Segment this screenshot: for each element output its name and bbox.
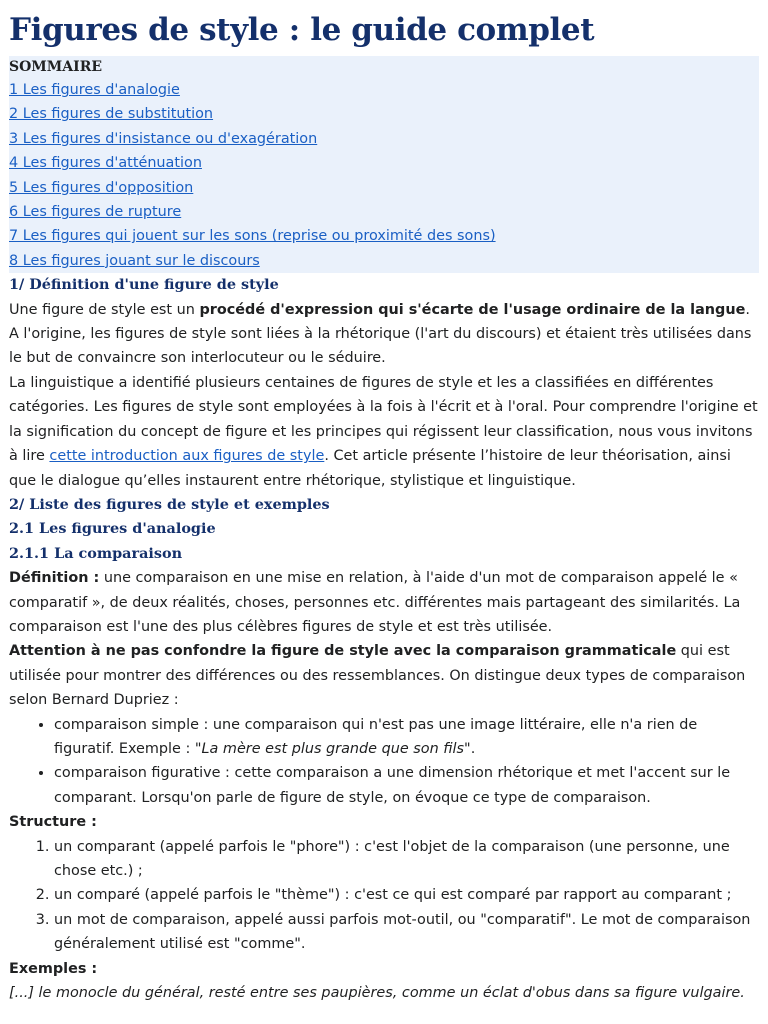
text: comparaison figurative : cette comparaison a une dimension rhétorique et met l'accent sur le comparant. Lorsqu'on parle de figure de style, on évoque ce type de comparaison. xyxy=(54,765,731,806)
page-title: Figures de style : le guide complet xyxy=(9,12,595,48)
definition-label: Définition : xyxy=(9,570,100,587)
example-quote xyxy=(9,981,759,1005)
toc-item xyxy=(9,78,759,102)
toc-heading: SOMMAIRE xyxy=(9,59,103,75)
toc-item xyxy=(9,102,759,126)
toc-link-attenuation[interactable]: 4 Les figures d'atténuation xyxy=(9,155,202,172)
text: . Cet article présente l’histoire de leur théorisation, ainsi que le dialogue qu’elles instaurent entre rhétorique, stylistique et linguistique. xyxy=(9,448,731,489)
list-item: 2. un comparé (appelé parfois le "thème") : c'est ce qui est comparé par rapport au comparant ; xyxy=(54,883,759,907)
toc-item xyxy=(9,176,759,200)
list-item: 1. un comparant (appelé parfois le "phore") : c'est l'objet de la comparaison (une personne, une chose etc.) ; xyxy=(54,835,759,884)
comparison-types-list xyxy=(9,713,759,811)
section-heading-liste: 2/ Liste des figures de style et exemples xyxy=(9,495,330,513)
italic-example: "La mère est plus grande que son fils" xyxy=(194,740,471,757)
paragraph-comparaison-definition xyxy=(9,566,759,639)
table-of-contents xyxy=(9,56,759,273)
text: Une figure de style est un xyxy=(9,301,200,318)
toc-link-discours[interactable]: 8 Les figures jouant sur le discours xyxy=(9,252,260,269)
text: une comparaison en une mise en relation, à l'aide d'un mot de comparaison appelé le « comparatif », de deux réalités, choses, personnes etc. différentes mais partageant des similarités. La comparaison est l'une des plus célèbres figures de style et est très utilisée. xyxy=(9,570,741,635)
toc-item xyxy=(9,224,759,248)
toc-link-insistance[interactable]: 3 Les figures d'insistance ou d'exagération xyxy=(9,130,318,147)
text: . A l'origine, les figures de style sont liées à la rhétorique (l'art du discours) et étaient très utilisées dans le but de convaincre son interlocuteur ou le séduire. xyxy=(9,301,752,367)
paragraph-attention xyxy=(9,639,759,712)
toc-link-sons[interactable]: 7 Les figures qui jouent sur les sons (reprise ou proximité des sons) xyxy=(9,228,496,245)
list-item: 3. un mot de comparaison, appelé aussi parfois mot-outil, ou "comparatif". Le mot de comparaison généralement utilisé est "comme". xyxy=(54,908,759,957)
section-heading-definition: 1/ Définition d'une figure de style xyxy=(9,276,279,294)
toc-link-rupture[interactable]: 6 Les figures de rupture xyxy=(9,204,182,221)
warning-bold: Attention à ne pas confondre la figure de style avec la comparaison grammaticale xyxy=(9,643,677,660)
structure-list xyxy=(9,835,759,957)
structure-label: Structure : xyxy=(9,814,97,831)
toc-item xyxy=(9,249,759,273)
examples-label: Exemples : xyxy=(9,960,98,977)
subsubsection-heading-comparaison: 2.1.1 La comparaison xyxy=(9,544,183,562)
paragraph-linguistique xyxy=(9,371,759,493)
intro-link[interactable]: cette introduction aux figures de style xyxy=(49,448,325,465)
toc-link-analogie[interactable]: 1 Les figures d'analogie xyxy=(9,82,180,98)
examples-label-line xyxy=(9,957,759,981)
toc-item xyxy=(9,200,759,224)
text: comparaison simple : une comparaison qui n'est pas une image littéraire, elle n'a rien de figuratif. Exemple : xyxy=(54,716,698,757)
toc-list xyxy=(9,78,759,273)
bold-text: procédé d'expression qui s'écarte de l'usage ordinaire de la langue xyxy=(199,301,746,318)
toc-link-opposition[interactable]: 5 Les figures d'opposition xyxy=(9,179,194,196)
toc-item xyxy=(9,127,759,151)
subsection-heading-analogie: 2.1 Les figures d'analogie xyxy=(9,520,216,538)
text: qui est utilisée pour montrer des différences ou des ressemblances. On distingue deux types de comparaison selon Bernard Dupriez : xyxy=(9,643,746,709)
toc-link-substitution[interactable]: 2 Les figures de substitution xyxy=(9,106,214,123)
paragraph-definition xyxy=(9,298,759,371)
list-item xyxy=(54,713,759,762)
list-item xyxy=(54,761,759,810)
toc-item xyxy=(9,151,759,175)
text: . xyxy=(470,740,476,757)
structure-label-line xyxy=(9,810,759,834)
italic-example: [...] le monocle du général, resté entre ses paupières, comme un éclat d'obus dans sa figure vulgaire. xyxy=(9,985,745,1002)
text: La linguistique a identifié plusieurs centaines de figures de style et les a classifiées en différentes catégories. Les figures de style sont employées à la fois à l'écrit et à l'oral. Pour comprendre l'origine et la signification du concept de figure et les principes qui régissent leur classification, nous vous invitons à lire xyxy=(9,374,758,465)
